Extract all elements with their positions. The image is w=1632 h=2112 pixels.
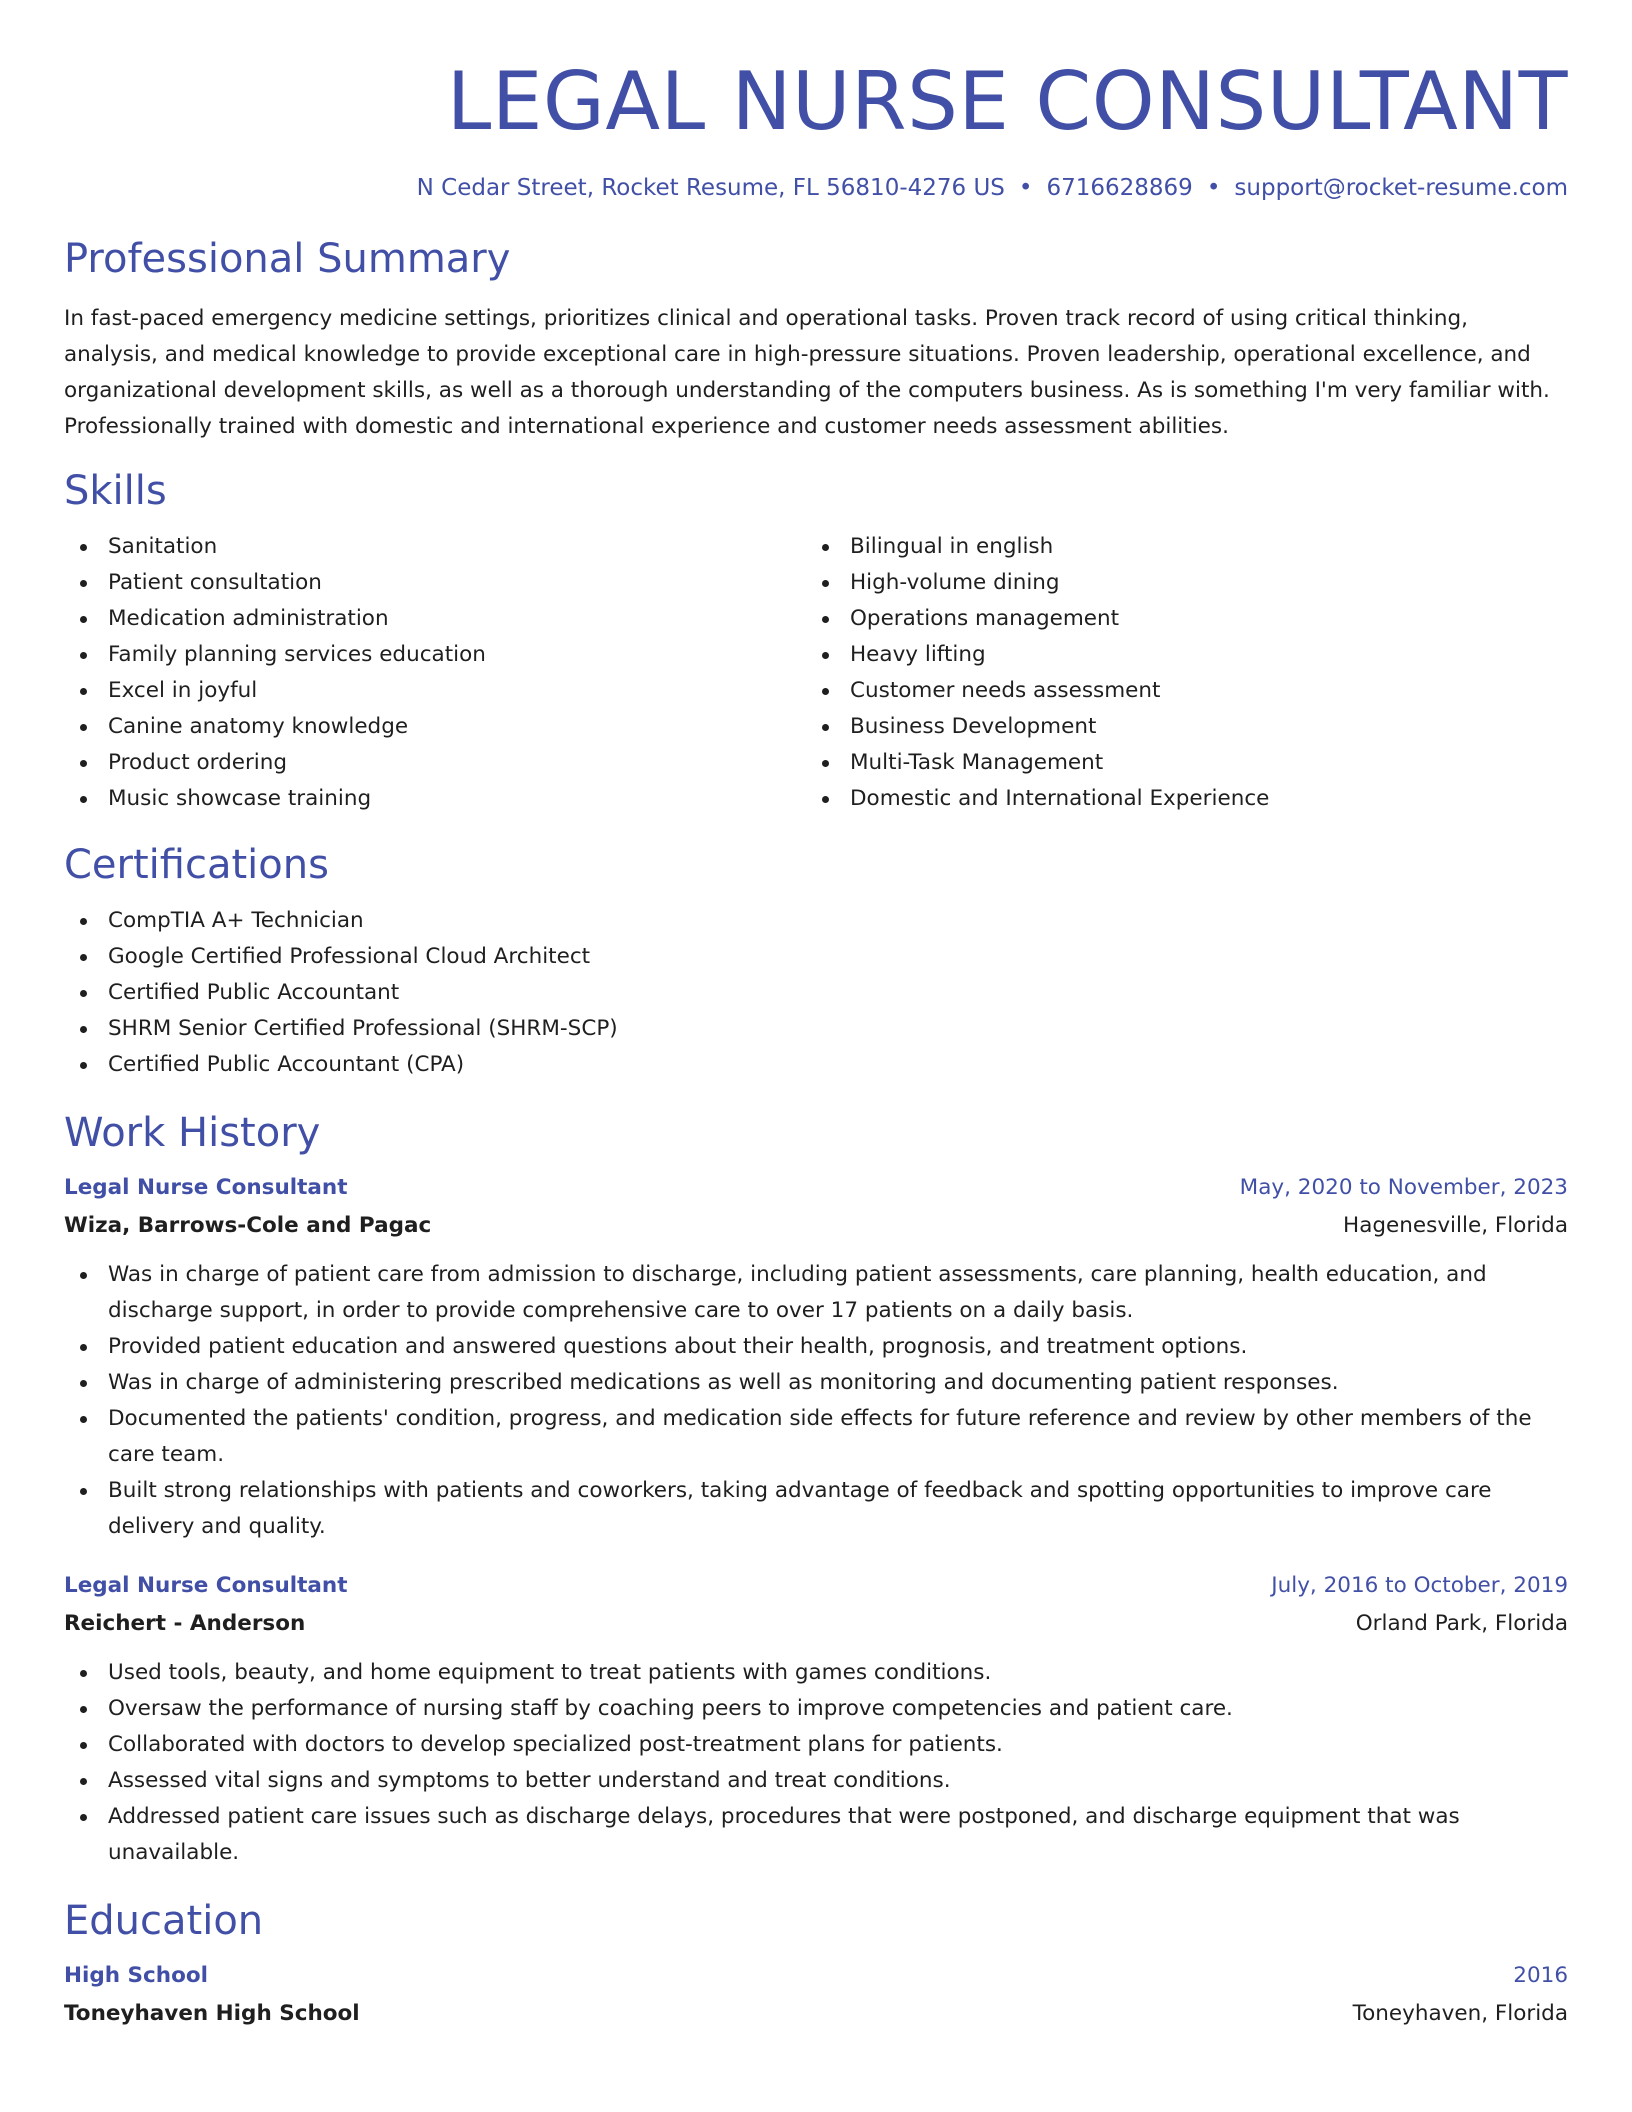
education-section: [64, 1897, 1568, 2033]
skill-item: Heavy lifting: [806, 637, 1548, 673]
skill-item: Sanitation: [64, 529, 806, 565]
education-year: 2016: [1513, 1963, 1568, 1988]
contact-separator: •: [1018, 175, 1033, 201]
certification-item: Certified Public Accountant: [64, 975, 1568, 1011]
job-dates: July, 2016 to October, 2019: [1271, 1573, 1568, 1598]
skill-item: Family planning services education: [64, 637, 806, 673]
job-duty: Built strong relationships with patients and coworkers, taking advantage of feedback and spotting opportunities to improve care delivery and quality.: [64, 1473, 1568, 1545]
certifications-list: [64, 903, 1568, 1083]
work-section: [64, 1109, 1568, 1871]
contact-separator: •: [1206, 175, 1221, 201]
job-company: Reichert - Anderson: [64, 1611, 306, 1636]
skill-item: High-volume dining: [806, 565, 1548, 601]
education-heading: Education: [64, 1898, 264, 1944]
job-duties-list: [64, 1655, 1568, 1871]
contact-line: [64, 173, 1568, 203]
skill-item: Domestic and International Experience: [806, 781, 1548, 817]
job-company: Wiza, Barrows-Cole and Pagac: [64, 1213, 432, 1238]
skill-item: Excel in joyful: [64, 673, 806, 709]
work-heading: Work History: [64, 1110, 321, 1156]
skill-item: Multi-Task Management: [806, 745, 1548, 781]
job-duty: Used tools, beauty, and home equipment to treat patients with games conditions.: [64, 1655, 1568, 1691]
skill-item: Patient consultation: [64, 565, 806, 601]
skills-section: [64, 467, 1568, 817]
summary-heading: Professional Summary: [64, 236, 511, 282]
skill-item: Business Development: [806, 709, 1548, 745]
education-degree: High School: [64, 1963, 208, 1988]
skill-item: Bilingual in english: [806, 529, 1548, 565]
skills-list-left: [64, 529, 806, 817]
job-duty: Assessed vital signs and symptoms to better understand and treat conditions.: [64, 1763, 1568, 1799]
job-header-row: [64, 1169, 1568, 1207]
education-entry: [64, 1957, 1568, 2033]
summary-section: [64, 235, 1568, 445]
job-duty: Collaborated with doctors to develop specialized post-treatment plans for patients.: [64, 1727, 1568, 1763]
job-duty: Was in charge of patient care from admission to discharge, including patient assessments, care planning, health education, and discharge support, in order to provide comprehensive care to over 17 patients on a daily basis.: [64, 1257, 1568, 1329]
education-school-row: [64, 1995, 1568, 2033]
education-header-row: [64, 1957, 1568, 1995]
skill-item: Customer needs assessment: [806, 673, 1548, 709]
job-dates: May, 2020 to November, 2023: [1239, 1175, 1568, 1200]
skills-list-right: [806, 529, 1548, 817]
skill-item: Canine anatomy knowledge: [64, 709, 806, 745]
education-school: Toneyhaven High School: [64, 2001, 360, 2026]
skill-item: Product ordering: [64, 745, 806, 781]
summary-text: In fast-paced emergency medicine settings, prioritizes clinical and operational tasks. Proven track record of using critical thinking, analysis, and medical knowledge to provide exceptional care in high-pressure situations. Proven leadership, operational excellence, and organizational development skills, as well as a thorough understanding of the computers business. As is something I'm very familiar with. Professionally trained with domestic and international experience and customer needs assessment abilities.: [64, 306, 1550, 439]
job-title: Legal Nurse Consultant: [64, 1175, 348, 1200]
certification-item: Certified Public Accountant (CPA): [64, 1047, 1568, 1083]
job-company-row: [64, 1605, 1568, 1643]
skill-item: Medication administration: [64, 601, 806, 637]
job-header-row: [64, 1567, 1568, 1605]
skill-item: Music showcase training: [64, 781, 806, 817]
job-duty: Was in charge of administering prescribed medications as well as monitoring and documenting patient responses.: [64, 1365, 1568, 1401]
certification-item: SHRM Senior Certified Professional (SHRM-SCP): [64, 1011, 1568, 1047]
job-location: Hagenesville, Florida: [1343, 1213, 1568, 1238]
contact-phone: 6716628869: [1046, 175, 1193, 201]
job-company-row: [64, 1207, 1568, 1245]
job-entry: [64, 1169, 1568, 1545]
certifications-heading: Certifications: [64, 842, 329, 888]
job-duty: Provided patient education and answered questions about their health, prognosis, and treatment options.: [64, 1329, 1568, 1365]
job-duty: Documented the patients' condition, progress, and medication side effects for future reference and review by other members of the care team.: [64, 1401, 1568, 1473]
job-title: Legal Nurse Consultant: [64, 1573, 348, 1598]
resume-title: LEGAL NURSE CONSULTANT: [446, 55, 1568, 148]
contact-address: N Cedar Street, Rocket Resume, FL 56810-4276 US: [416, 175, 1005, 201]
skill-item: Operations management: [806, 601, 1548, 637]
job-location: Orland Park, Florida: [1355, 1611, 1568, 1636]
job-duties-list: [64, 1257, 1568, 1545]
certification-item: Google Certified Professional Cloud Architect: [64, 939, 1568, 975]
certification-item: CompTIA A+ Technician: [64, 903, 1568, 939]
skills-heading: Skills: [64, 468, 167, 514]
contact-email[interactable]: support@rocket-resume.com: [1234, 175, 1568, 201]
job-entry: [64, 1567, 1568, 1871]
skills-columns: [64, 529, 1568, 817]
certifications-section: [64, 841, 1568, 1083]
education-location: Toneyhaven, Florida: [1352, 2001, 1568, 2026]
job-duty: Oversaw the performance of nursing staff by coaching peers to improve competencies and patient care.: [64, 1691, 1568, 1727]
job-duty: Addressed patient care issues such as discharge delays, procedures that were postponed, and discharge equipment that was unavailable.: [64, 1799, 1568, 1871]
